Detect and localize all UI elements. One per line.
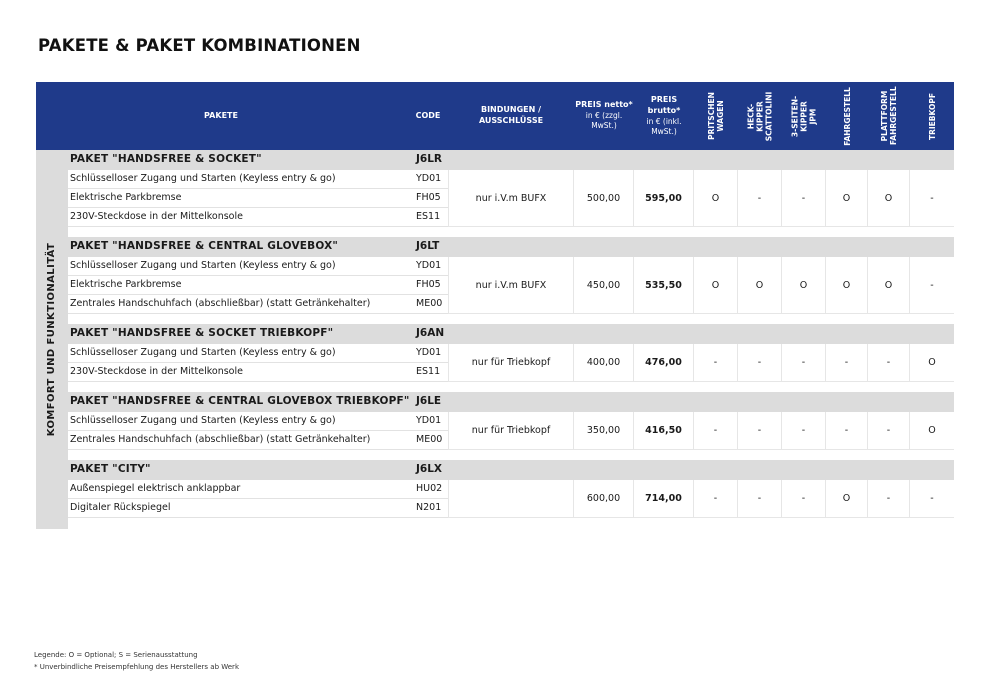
package-netto: 400,00: [574, 344, 634, 382]
item-label: Elektrische Parkbremse: [70, 279, 182, 290]
package-item-row: [68, 295, 448, 314]
availability-cell: -: [694, 344, 738, 382]
header-bindungen: BINDUNGEN / AUSSCHLÜSSE: [478, 105, 544, 125]
page-title: PAKETE & PAKET KOMBINATIONEN: [38, 36, 361, 55]
availability-cell: O: [826, 257, 868, 314]
item-label: Zentrales Handschuhfach (abschließbar) (statt Getränkehalter): [70, 434, 371, 445]
package-item-row: [68, 344, 448, 363]
package-brutto: 595,00: [634, 170, 694, 227]
availability-cell: -: [782, 344, 826, 382]
availability-cell: O: [738, 257, 782, 314]
header-preis-brutto-label: PREIS brutto*: [647, 95, 681, 115]
package-item-row: [68, 480, 448, 499]
legend-note: Legende: O = Optional; S = Serienausstattung: [34, 651, 198, 659]
header-pakete: PAKETE: [204, 110, 238, 120]
package-item-row: [68, 189, 448, 208]
package-brutto: 535,50: [634, 257, 694, 314]
item-code: FH05: [416, 192, 441, 203]
item-label: Zentrales Handschuhfach (abschließbar) (statt Getränkehalter): [70, 298, 371, 309]
package-item-row: [68, 208, 448, 227]
package-item-row: [68, 257, 448, 276]
availability-cell: O: [826, 170, 868, 227]
package-item-row: [68, 363, 448, 382]
package-binding: [448, 480, 574, 518]
availability-cell: -: [868, 412, 910, 450]
item-code: ES11: [416, 366, 441, 377]
availability-cell: -: [782, 480, 826, 518]
header-preis-brutto: [634, 82, 694, 150]
header-variant-plattform: PLATTFORM FAHRGESTELL: [880, 86, 898, 145]
package-name: PAKET "HANDSFREE & CENTRAL GLOVEBOX": [70, 240, 339, 252]
price-note: * Unverbindliche Preisempfehlung des Herstellers ab Werk: [34, 663, 239, 671]
item-code: ES11: [416, 211, 441, 222]
item-code: N201: [416, 502, 442, 513]
package-header: [68, 460, 954, 480]
package-item-row: [68, 276, 448, 295]
package-binding: nur i.V.m BUFX: [448, 257, 574, 314]
package-name: PAKET "HANDSFREE & SOCKET TRIEBKOPF": [70, 327, 334, 339]
availability-cell: -: [868, 480, 910, 518]
availability-cell: O: [910, 412, 954, 450]
availability-cell: -: [826, 412, 868, 450]
package-netto: 350,00: [574, 412, 634, 450]
availability-cell: O: [694, 170, 738, 227]
table-header: [36, 82, 954, 150]
package-netto: 450,00: [574, 257, 634, 314]
availability-cell: -: [910, 170, 954, 227]
availability-cell: -: [782, 170, 826, 227]
item-code: YD01: [416, 415, 442, 426]
header-variant-heckkipper: HECK-KIPPER SCATTOLINI: [746, 91, 774, 141]
package-code: J6LT: [416, 240, 440, 252]
availability-cell: -: [694, 412, 738, 450]
header-preis-netto: [574, 82, 634, 150]
package-code: J6LR: [416, 153, 442, 165]
item-code: YD01: [416, 173, 442, 184]
item-label: Elektrische Parkbremse: [70, 192, 182, 203]
header-code: CODE: [415, 110, 441, 120]
package-item-row: [68, 170, 448, 189]
item-code: YD01: [416, 260, 442, 271]
item-label: 230V-Steckdose in der Mittelkonsole: [70, 366, 243, 377]
package-code: J6LE: [416, 395, 442, 407]
package-binding: nur für Triebkopf: [448, 344, 574, 382]
availability-cell: -: [738, 344, 782, 382]
package-netto: 600,00: [574, 480, 634, 518]
item-code: ME00: [416, 298, 443, 309]
availability-cell: -: [694, 480, 738, 518]
item-code: YD01: [416, 347, 442, 358]
package-item-row: [68, 499, 448, 518]
item-label: Schlüsselloser Zugang und Starten (Keyless entry & go): [70, 415, 336, 426]
availability-cell: -: [910, 480, 954, 518]
package-netto: 500,00: [574, 170, 634, 227]
package-header: [68, 324, 954, 344]
availability-cell: O: [782, 257, 826, 314]
package-header: [68, 150, 954, 170]
item-label: Schlüsselloser Zugang und Starten (Keyless entry & go): [70, 260, 336, 271]
category-label: KOMFORT UND FUNKTIONALITÄT: [46, 242, 58, 437]
item-code: ME00: [416, 434, 443, 445]
package-item-row: [68, 412, 448, 431]
availability-cell: O: [868, 257, 910, 314]
availability-cell: O: [868, 170, 910, 227]
availability-cell: -: [738, 480, 782, 518]
package-brutto: 416,50: [634, 412, 694, 450]
package-header: [68, 392, 954, 412]
package-name: PAKET "HANDSFREE & SOCKET": [70, 153, 262, 165]
package-brutto: 476,00: [634, 344, 694, 382]
header-variant-pritschenwagen: PRITSCHEN WAGEN: [707, 92, 726, 140]
availability-cell: O: [694, 257, 738, 314]
header-preis-netto-label: PREIS netto*: [575, 100, 633, 110]
item-code: HU02: [416, 483, 443, 494]
item-label: Außenspiegel elektrisch anklappbar: [70, 483, 241, 494]
header-variant-triebkopf: TRIEBKOPF: [927, 92, 937, 140]
header-preis-netto-sub: in € (zzgl. MwSt.): [585, 111, 623, 131]
availability-cell: -: [738, 412, 782, 450]
availability-cell: -: [738, 170, 782, 227]
header-variant-3seitenkipper: 3-SEITEN-KIPPER JPM: [790, 95, 818, 137]
item-label: Digitaler Rückspiegel: [70, 502, 171, 513]
package-binding: nur für Triebkopf: [448, 412, 574, 450]
availability-cell: -: [910, 257, 954, 314]
availability-cell: -: [782, 412, 826, 450]
availability-cell: -: [868, 344, 910, 382]
item-label: Schlüsselloser Zugang und Starten (Keyless entry & go): [70, 173, 336, 184]
package-code: J6AN: [416, 327, 445, 339]
item-label: 230V-Steckdose in der Mittelkonsole: [70, 211, 243, 222]
availability-cell: O: [910, 344, 954, 382]
availability-cell: -: [826, 344, 868, 382]
package-binding: nur i.V.m BUFX: [448, 170, 574, 227]
availability-cell: O: [826, 480, 868, 518]
package-name: PAKET "CITY": [70, 463, 151, 475]
header-variant-fahrgestell: FAHRGESTELL: [842, 86, 852, 146]
package-brutto: 714,00: [634, 480, 694, 518]
package-item-row: [68, 431, 448, 450]
item-label: Schlüsselloser Zugang und Starten (Keyless entry & go): [70, 347, 336, 358]
package-header: [68, 237, 954, 257]
package-code: J6LX: [416, 463, 442, 475]
header-preis-brutto-sub: in € (inkl. MwSt.): [646, 116, 682, 136]
item-code: FH05: [416, 279, 441, 290]
package-name: PAKET "HANDSFREE & CENTRAL GLOVEBOX TRIEBKOPF": [70, 395, 410, 407]
